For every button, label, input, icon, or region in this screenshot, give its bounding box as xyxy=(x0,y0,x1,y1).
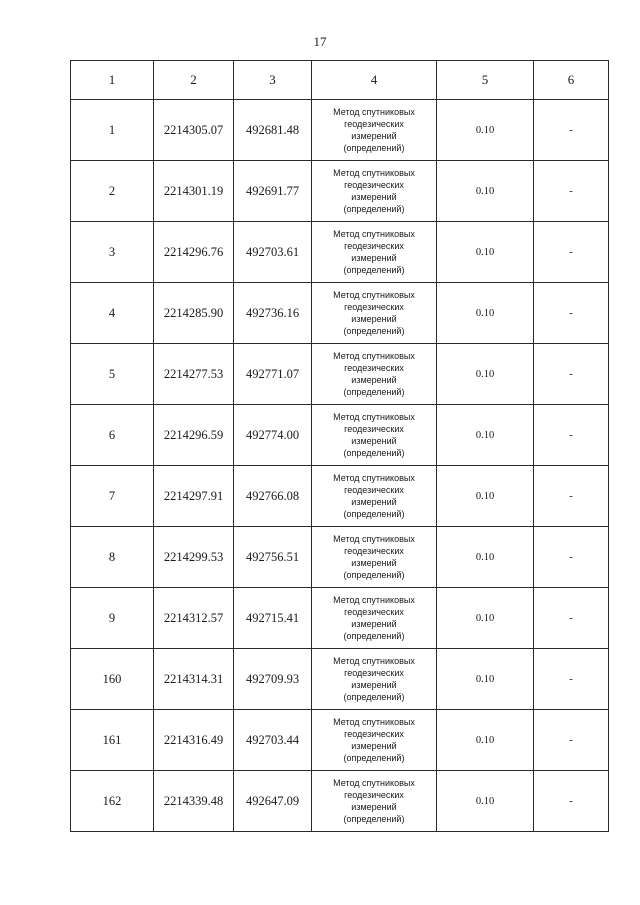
method-line: (определений) xyxy=(343,814,405,824)
coordinate-x-cell: 2214316.49 xyxy=(154,710,234,771)
error-cell: 0.10 xyxy=(437,405,534,466)
table-row xyxy=(71,710,609,771)
method-line: (определений) xyxy=(343,326,405,336)
coordinate-y-cell: 492709.93 xyxy=(234,649,312,710)
method-cell xyxy=(312,771,437,832)
table-row xyxy=(71,283,609,344)
method-line: Метод спутниковых xyxy=(333,717,415,727)
method-line: измерений xyxy=(351,497,397,507)
error-cell: 0.10 xyxy=(437,466,534,527)
coordinate-y-cell: 492703.61 xyxy=(234,222,312,283)
coordinate-y-cell: 492681.48 xyxy=(234,100,312,161)
method-line: измерений xyxy=(351,253,397,263)
method-line: измерений xyxy=(351,375,397,385)
note-cell: - xyxy=(534,588,609,649)
table-row xyxy=(71,344,609,405)
error-cell: 0.10 xyxy=(437,283,534,344)
method-cell xyxy=(312,527,437,588)
error-cell: 0.10 xyxy=(437,100,534,161)
method-line: измерений xyxy=(351,619,397,629)
point-number-cell: 4 xyxy=(71,283,154,344)
coordinate-y-cell: 492715.41 xyxy=(234,588,312,649)
point-number-cell: 2 xyxy=(71,161,154,222)
point-number-cell: 162 xyxy=(71,771,154,832)
note-cell: - xyxy=(534,527,609,588)
error-cell: 0.10 xyxy=(437,222,534,283)
method-line: Метод спутниковых xyxy=(333,168,415,178)
column-header: 5 xyxy=(437,61,534,100)
method-line: Метод спутниковых xyxy=(333,107,415,117)
method-line: Метод спутниковых xyxy=(333,229,415,239)
method-line: измерений xyxy=(351,131,397,141)
note-cell: - xyxy=(534,649,609,710)
table-row xyxy=(71,222,609,283)
method-line: геодезических xyxy=(344,668,404,678)
table-row xyxy=(71,405,609,466)
coordinate-y-cell: 492766.08 xyxy=(234,466,312,527)
coordinate-y-cell: 492691.77 xyxy=(234,161,312,222)
method-line: измерений xyxy=(351,192,397,202)
method-line: (определений) xyxy=(343,143,405,153)
coordinate-y-cell: 492771.07 xyxy=(234,344,312,405)
method-line: Метод спутниковых xyxy=(333,595,415,605)
method-line: (определений) xyxy=(343,753,405,763)
method-cell xyxy=(312,161,437,222)
method-line: Метод спутниковых xyxy=(333,778,415,788)
coordinate-x-cell: 2214312.57 xyxy=(154,588,234,649)
table-body xyxy=(71,100,609,832)
method-line: геодезических xyxy=(344,119,404,129)
method-line: (определений) xyxy=(343,387,405,397)
coordinate-x-cell: 2214285.90 xyxy=(154,283,234,344)
error-cell: 0.10 xyxy=(437,588,534,649)
method-line: геодезических xyxy=(344,485,404,495)
error-cell: 0.10 xyxy=(437,527,534,588)
method-line: геодезических xyxy=(344,424,404,434)
table-row xyxy=(71,466,609,527)
coordinate-x-cell: 2214299.53 xyxy=(154,527,234,588)
coordinate-x-cell: 2214296.76 xyxy=(154,222,234,283)
table-row xyxy=(71,771,609,832)
column-header: 2 xyxy=(154,61,234,100)
table-header-row xyxy=(71,61,609,100)
method-line: Метод спутниковых xyxy=(333,351,415,361)
method-line: геодезических xyxy=(344,607,404,617)
method-cell xyxy=(312,588,437,649)
page-number: 17 xyxy=(313,34,327,49)
method-line: (определений) xyxy=(343,631,405,641)
table-row xyxy=(71,527,609,588)
point-number-cell: 6 xyxy=(71,405,154,466)
method-line: геодезических xyxy=(344,363,404,373)
coordinate-x-cell: 2214301.19 xyxy=(154,161,234,222)
note-cell: - xyxy=(534,771,609,832)
point-number-cell: 161 xyxy=(71,710,154,771)
coordinate-y-cell: 492736.16 xyxy=(234,283,312,344)
method-line: Метод спутниковых xyxy=(333,290,415,300)
coordinate-x-cell: 2214339.48 xyxy=(154,771,234,832)
table-row xyxy=(71,649,609,710)
method-line: геодезических xyxy=(344,546,404,556)
note-cell: - xyxy=(534,405,609,466)
method-cell xyxy=(312,222,437,283)
column-header: 6 xyxy=(534,61,609,100)
point-number-cell: 1 xyxy=(71,100,154,161)
coordinate-x-cell: 2214277.53 xyxy=(154,344,234,405)
coordinate-y-cell: 492647.09 xyxy=(234,771,312,832)
error-cell: 0.10 xyxy=(437,649,534,710)
method-line: (определений) xyxy=(343,692,405,702)
method-line: измерений xyxy=(351,680,397,690)
coordinates-table xyxy=(70,60,609,832)
coordinate-y-cell: 492703.44 xyxy=(234,710,312,771)
note-cell: - xyxy=(534,344,609,405)
point-number-cell: 8 xyxy=(71,527,154,588)
point-number-cell: 9 xyxy=(71,588,154,649)
method-line: Метод спутниковых xyxy=(333,534,415,544)
error-cell: 0.10 xyxy=(437,344,534,405)
error-cell: 0.10 xyxy=(437,710,534,771)
method-cell xyxy=(312,100,437,161)
method-line: (определений) xyxy=(343,448,405,458)
note-cell: - xyxy=(534,283,609,344)
table-row xyxy=(71,100,609,161)
method-line: Метод спутниковых xyxy=(333,656,415,666)
method-line: (определений) xyxy=(343,570,405,580)
column-header: 4 xyxy=(312,61,437,100)
method-line: геодезических xyxy=(344,302,404,312)
column-header: 3 xyxy=(234,61,312,100)
error-cell: 0.10 xyxy=(437,771,534,832)
method-line: геодезических xyxy=(344,729,404,739)
method-line: измерений xyxy=(351,802,397,812)
coordinate-y-cell: 492756.51 xyxy=(234,527,312,588)
note-cell: - xyxy=(534,161,609,222)
method-cell xyxy=(312,710,437,771)
method-line: (определений) xyxy=(343,265,405,275)
method-line: измерений xyxy=(351,741,397,751)
method-line: (определений) xyxy=(343,204,405,214)
coordinate-x-cell: 2214297.91 xyxy=(154,466,234,527)
method-line: измерений xyxy=(351,436,397,446)
note-cell: - xyxy=(534,710,609,771)
table-row xyxy=(71,161,609,222)
method-line: Метод спутниковых xyxy=(333,412,415,422)
method-cell xyxy=(312,466,437,527)
method-cell xyxy=(312,344,437,405)
method-line: геодезических xyxy=(344,180,404,190)
method-line: измерений xyxy=(351,314,397,324)
note-cell: - xyxy=(534,100,609,161)
point-number-cell: 7 xyxy=(71,466,154,527)
coordinate-x-cell: 2214314.31 xyxy=(154,649,234,710)
method-cell xyxy=(312,649,437,710)
table-row xyxy=(71,588,609,649)
method-line: измерений xyxy=(351,558,397,568)
method-line: Метод спутниковых xyxy=(333,473,415,483)
point-number-cell: 3 xyxy=(71,222,154,283)
point-number-cell: 160 xyxy=(71,649,154,710)
method-line: геодезических xyxy=(344,790,404,800)
column-header: 1 xyxy=(71,61,154,100)
coordinate-x-cell: 2214296.59 xyxy=(154,405,234,466)
method-line: (определений) xyxy=(343,509,405,519)
note-cell: - xyxy=(534,222,609,283)
error-cell: 0.10 xyxy=(437,161,534,222)
method-cell xyxy=(312,405,437,466)
coordinate-x-cell: 2214305.07 xyxy=(154,100,234,161)
note-cell: - xyxy=(534,466,609,527)
method-line: геодезических xyxy=(344,241,404,251)
coordinate-y-cell: 492774.00 xyxy=(234,405,312,466)
method-cell xyxy=(312,283,437,344)
point-number-cell: 5 xyxy=(71,344,154,405)
